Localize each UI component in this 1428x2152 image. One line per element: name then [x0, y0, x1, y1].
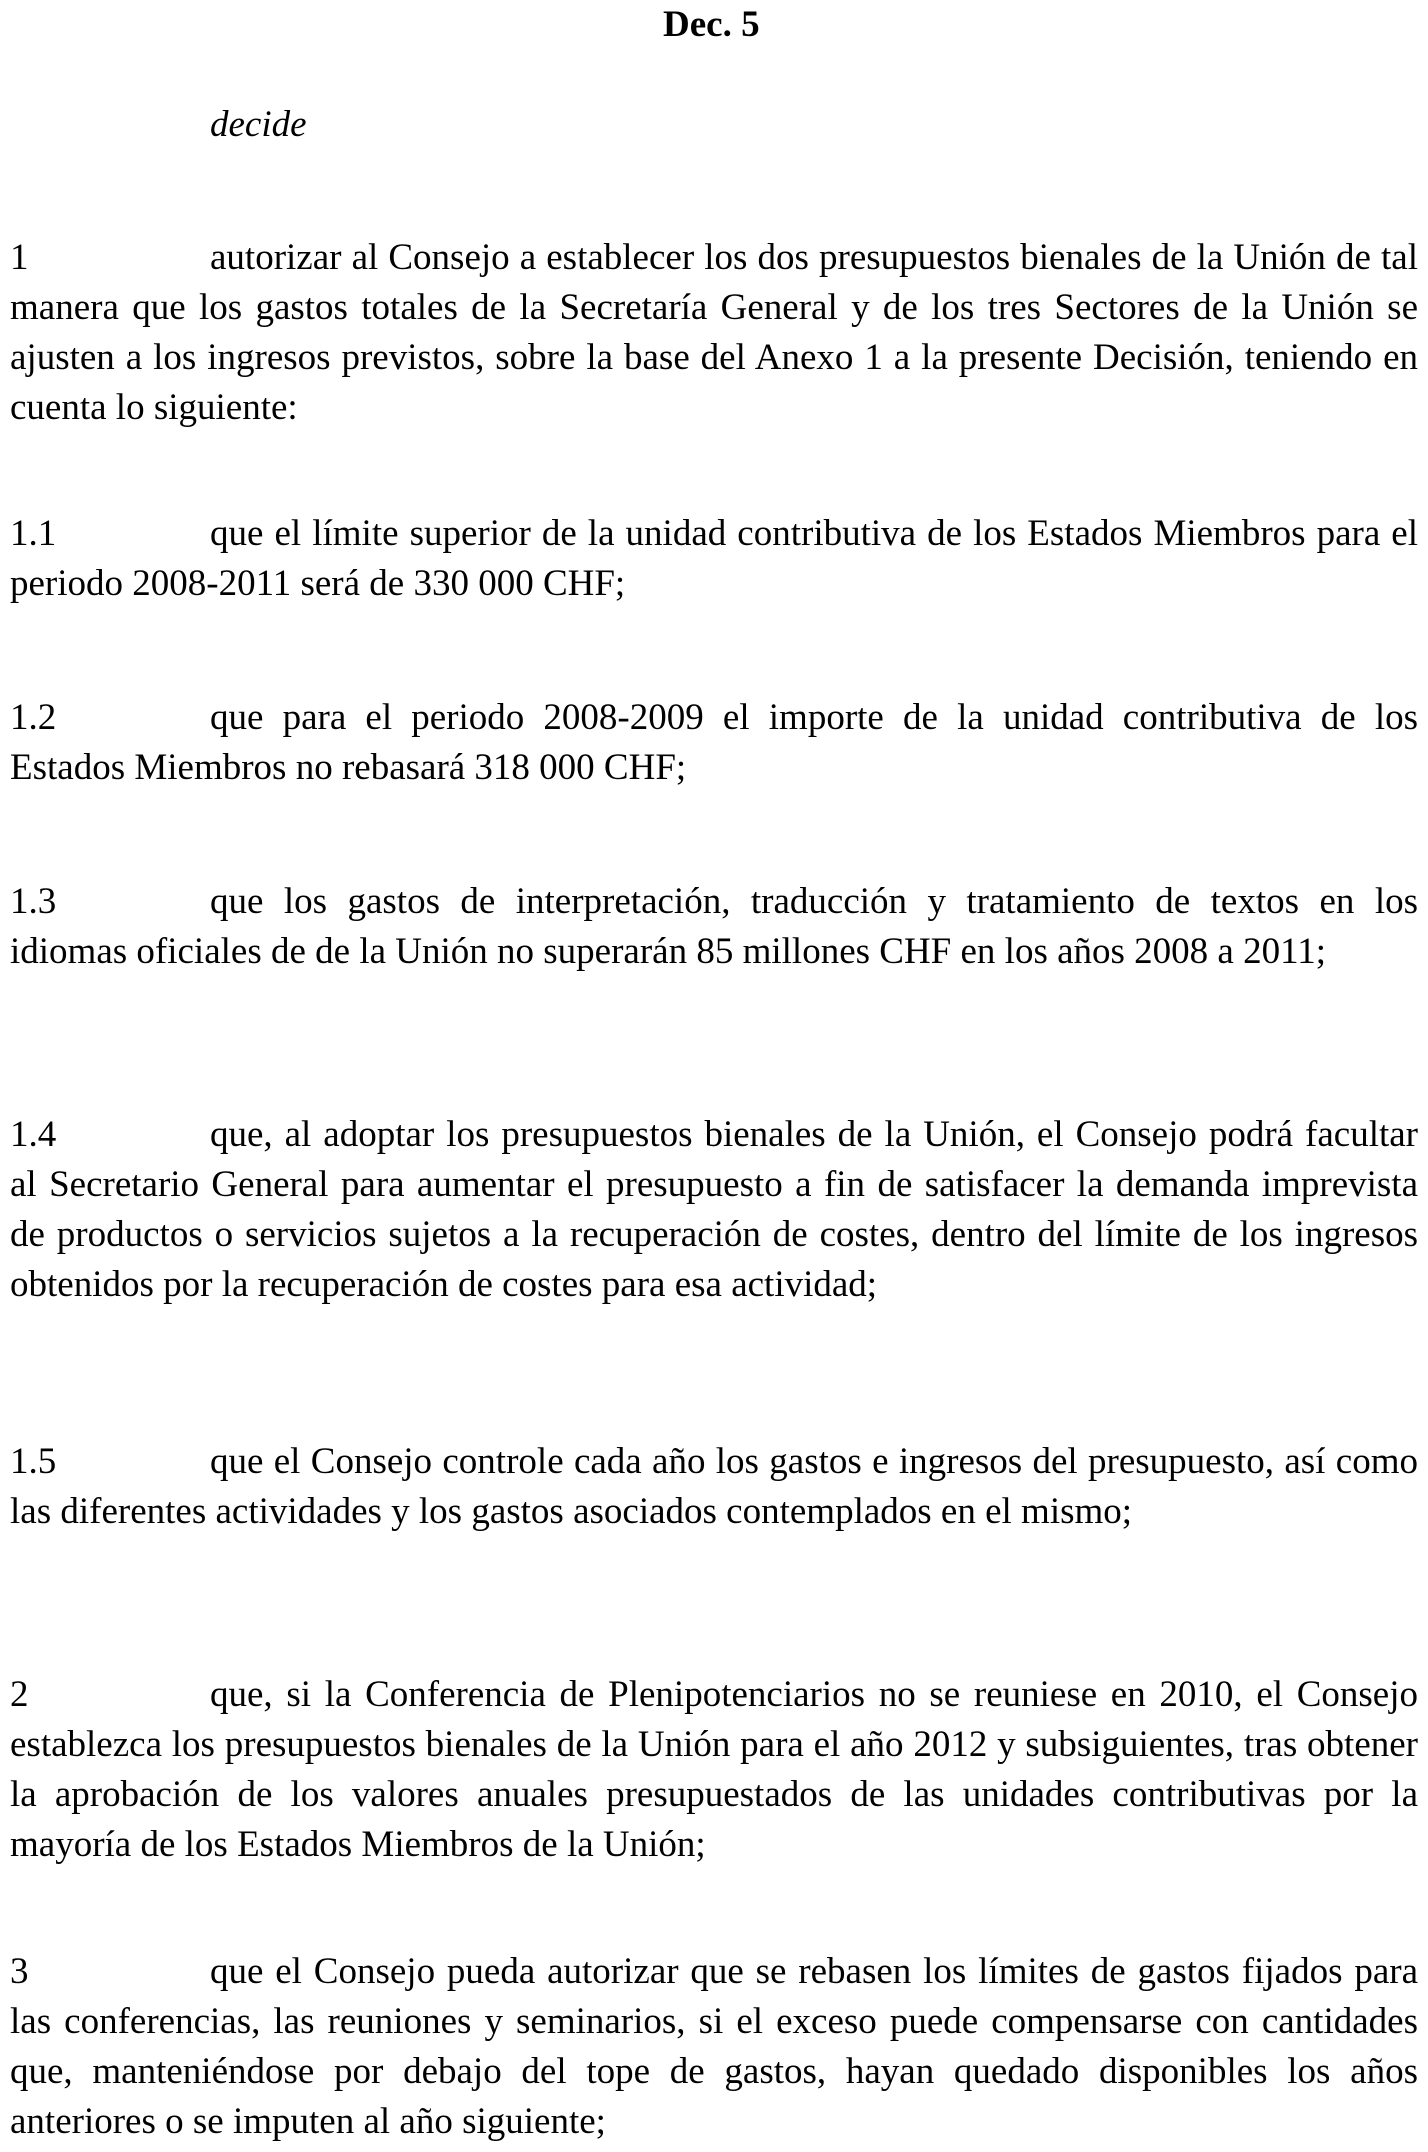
paragraph-1-1	[10, 509, 1418, 609]
paragraph-number: 1	[10, 237, 29, 278]
paragraph-text: autorizar al Consejo a establecer los dos presupuestos bienales de la Unión de tal manera que los gastos totales de la Secretaría General y de los tres Sectores de la Unión se ajusten a los ingresos previstos, sobre la base del Anexo 1 a la presente Decisión, teniendo en cuenta lo siguiente:	[10, 237, 1418, 428]
paragraph-3	[10, 1947, 1418, 2147]
paragraph-number: 1.2	[10, 697, 57, 738]
paragraph-text: que, al adoptar los presupuestos bienales de la Unión, el Consejo podrá facultar al Secretario General para aumentar el presupuesto a fin de satisfacer la demanda imprevista de productos o servicios sujetos a la recuperación de costes, dentro del límite de los ingresos obtenidos por la recuperación de costes para esa actividad;	[10, 1114, 1418, 1305]
paragraph-number: 1.3	[10, 881, 57, 922]
paragraph-text: que el límite superior de la unidad contributiva de los Estados Miembros para el periodo 2008-2011 será de 330 000 CHF;	[10, 513, 1418, 604]
paragraph-number: 3	[10, 1951, 29, 1992]
paragraph-1-3	[10, 877, 1418, 977]
paragraph-1-2	[10, 693, 1418, 793]
decide-label: decide	[210, 104, 307, 145]
paragraph-number: 1.1	[10, 513, 57, 554]
paragraph-text: que los gastos de interpretación, traducción y tratamiento de textos en los idiomas oficiales de de la Unión no superarán 85 millones CHF en los años 2008 a 2011;	[10, 881, 1418, 972]
paragraph-text: que el Consejo controle cada año los gastos e ingresos del presupuesto, así como las diferentes actividades y los gastos asociados contemplados en el mismo;	[10, 1441, 1418, 1532]
paragraph-1-5	[10, 1437, 1418, 1537]
paragraph-number: 2	[10, 1674, 29, 1715]
paragraph-text: que para el periodo 2008-2009 el importe de la unidad contributiva de los Estados Miembros no rebasará 318 000 CHF;	[10, 697, 1418, 788]
paragraph-1-4	[10, 1110, 1418, 1310]
paragraph-text: que, si la Conferencia de Plenipotenciarios no se reuniese en 2010, el Consejo establezca los presupuestos bienales de la Unión para el año 2012 y subsiguientes, tras obtener la aprobación de los valores anuales presupuestados de las unidades contributivas por la mayoría de los Estados Miembros de la Unión;	[10, 1674, 1418, 1865]
paragraph-number: 1.4	[10, 1114, 57, 1155]
paragraph-number: 1.5	[10, 1441, 57, 1482]
decision-reference: Dec. 5	[663, 4, 760, 45]
paragraph-text: que el Consejo pueda autorizar que se rebasen los límites de gastos fijados para las conferencias, las reuniones y seminarios, si el exceso puede compensarse con cantidades que, manteniéndose por debajo del tope de gastos, hayan quedado disponibles los años anteriores o se imputen al año siguiente;	[10, 1951, 1418, 2142]
paragraph-2	[10, 1670, 1418, 1870]
paragraph-1	[10, 233, 1418, 433]
